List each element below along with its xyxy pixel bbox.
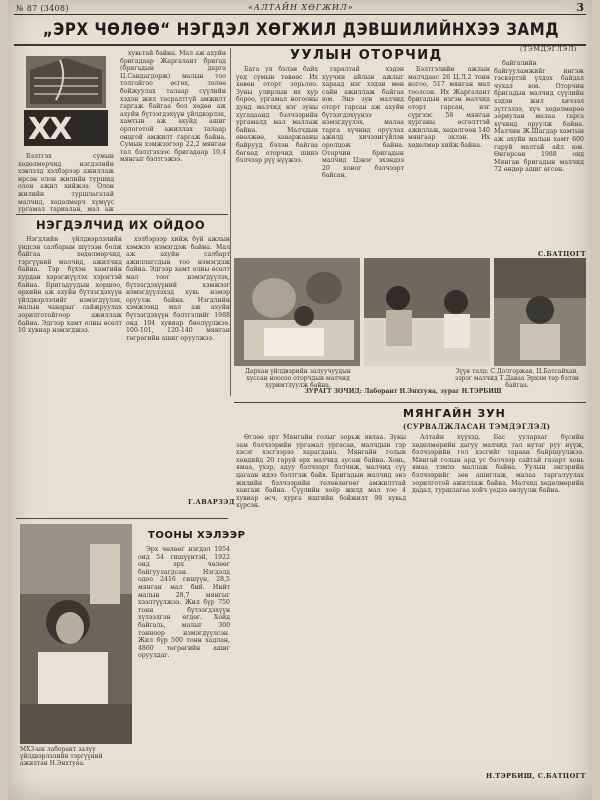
myangai-signature: Н.ТЭРБИШ, С.БАТЦОГТ [486,772,586,780]
photo-lab-assistant-image [20,524,132,744]
intro-col1 [18,153,114,213]
photo-workers-left-image [234,258,360,366]
toony-headline: ТООНЫ ХЭЛЭЭР [148,530,246,541]
intro-col2 [120,50,226,210]
intro-col2-text: хувьтай байна. Мал аж ахуйн бригадаар Жаргалант бригад (бригадын дарга Ц.Сандагдорж) малын тоо толгойгоо өсгөх, төлөө бойжуулах талаар сүүлийн хэдэн жил тасралтгүй амжилт гаргаж байгаа бол хөдөө аж ахуйн бүтээгдэхүүн үйлдвэрлэх, хамтын аж ахуйд ашиг орлоготой ажиллах талаар онцгой амжилт гаргаж байна. Сумын хэмжээгээр 22,2 мянган тал бэлтгэхээс бригадаар 10,4 мянгыг бэлтгэжээ. [120,50,226,164]
issue-number: № 87 (3408) [16,4,69,13]
ulyn-tag: (ТЭМДЭГЛЭЛ) [520,45,577,53]
intro-col1-text: Бэлтгэх сумын хөдөлмөрчид нэгдэлийн хэвлэлд хэлбэрээр ажиллаж ирсэн олон жилийн туршид олон ажил хийжээ. Олон жилийн туршлагатай малчид, хөдөлмөрч хүмүүс ургамал тариалан, мал аж [18,153,114,213]
photo-caption-left: Дархан үйлдвэрийн залуучуудын хуссан ноосоо оторчдын малчид хуримтлуулж байна. [245,368,351,390]
negdel-col1-text: Нэгдлийн үйлдвэрлэлийн үндсэн салбарын шүтээн болж байгаа хөдөлмөрчид, тэргүүний малчид, ажилчид байна. Тэр бүхэн хамгийн хурдан хэрэгжүүлэх хэрэгтэй байна. Бригадуудын хоршоо, өрхийн аж ахуйн бүтээгдэхүүн үйлдвэрлэлийг нэмэгдүүлэх, малын чанарыг сайжруулах зорилготойгоор ажиллаж байна. Эдгээр хамт олны өсөлт 10 хувиар нэмэгджээ. [18,236,122,335]
myangai-headline: МЯНГАЙН ЗУН [403,407,506,420]
page-number: 3 [576,1,584,14]
banner-rule [14,44,586,46]
negdel-top-rule [16,214,228,215]
ulyn-col2 [322,66,404,246]
ulyn-col1-text: Бага уя бэлэн байх үед сүмын төвөөс Их хөвөн оторт зорьлоо. Зуны улирлын их хур бороо, ургамал ногооны дунд малчид нэг зуны хугацаанд бэлчээрийн ургамалд мал маллаж байна. Малчдын өвөлжөө, хаваржааны байрууд бэлэн байгаа бөгөөд оторчид шинэ бэлчээр рүү нүүжээ. [236,66,318,165]
photo-workers-middle-image [364,258,490,366]
negdel-col2-text: хэлбэрээр хийж буй ажлын хэмжээ нэмэгдэж байна. Мал аж ахуйн салбарт ажиллагсдын тоо нэмэгдэж байна. Эдгээр хамт олны өсөлт мал тоог нэмэгдүүлэх, бүтээгдэхүүний хэмжээг нэмэгдүүлэхэд хувь нэмэр оруулж байна. Нэгдлийн хэмжээнд мал аж ахуйн бүтээгдэхүүн бэлтгэлийг 1988 онд 104 хувиар биелүүлжээ. 100-101, 120-140 мянган төгрөгийн ашиг оруулжээ. [126,236,230,342]
photo-workers-right [494,258,586,366]
myangai-col2 [412,434,584,754]
ulyn-signature: С.БАТЦОГТ [538,250,586,258]
photo-workers-right-image [494,258,586,366]
ulyn-col3 [408,66,490,246]
column-divider [230,48,231,396]
ulyn-col3-text: Бэлтгэлийн ажлын малчдаас 26 Ц.Л.2 тонн ногоо, 517 мянган мал тоолсон. Их Жаргалант бригадын нэгэн малчид оторт гарсан, нэг сүргээс 58 мянган хурганы өсгөлттэй ажиллаж, хөдөлгөөн 140 мянгаар эхлэн. Их хөдөлмөр хийж байна. [408,66,490,149]
myangai-col1 [236,434,406,784]
ulyn-col2-text: гаралтай хэдэн хуучин айлын ажлыг хараад нэг хэдэн мөн сайн ажиллаж байгаа юм. Энэ зун малчид оторт гарсан аж ахуйн бүтээгдэхүүнээ нэмэгдүүлэх, малаа тарга хүчинд оруулах ажилд хичээнгүйлэн оролцож байна. Оторчин бригадын малчид Цэвэг эхэндээ 20 хоног бэлчээрт байсан. [322,66,404,180]
anniversary-logo [20,50,112,150]
myangai-subtitle: (СУРВАЛЖЛАСАН ТЭМДЭГЛЭЛ) [403,422,551,431]
myangai-col1-text: Өглөө эрт Мянгайн голыг зорьж явлаа. Зуны зам бэлчээрийн ургамал ургасан, малчдын гэр хэсэг хэсгээрээ харагдана. Мянгайн голын хөндийд 20 гаруй өрх малчид зусаж байна. Хонь, ямаа, үхэр, адуу бэлчээрт бэлчиж, малчид сүү цагаан идээ бэлтгэж байв. Бригадын малчид энэ жилийн бэлчээрийн төлөвлөгөөг амжилттай хангаж байна. Сүүлийн хоёр жилд мал тоо 4 хувиар өсч, хурга ишгийн бойжилт 98 хувьд хүрсэн. [236,434,406,510]
page-banner: „ЭРХ ЧӨЛӨӨ“ НЭГДЭЛ ХӨГЖИЛ ДЭВШИЛИЙНХЭЭ ЗАМД [42,18,560,40]
ulyn-col4-text: байгалийн байгууламжийг ингэж тэсвэртэй үлдэх байдал чухал юм. Оторчин бригадын малчид сүүлийн хэдэн жил хичээл зүтгэлээ, хүч хөдөлмөрөө зориулан малаа тарга хүчинд оруулж байна. Малчин Ж.Шагдар хамтын аж ахуйн малын хамт 600 гаруй малтай айл юм. Өнгөрсөн 1988 онд Мянган бригадын малчид 72 өндөр ашиг өгсөн. [494,60,584,174]
negdel-col1 [18,236,122,506]
ulyn-col1 [236,66,318,246]
photo-lab-assistant [20,524,132,744]
negdel-col2 [126,236,230,496]
logo-year: XX [28,112,71,147]
negdel-headline: НЭГДЭЛЧИД ИХ ОЙДОО [36,218,206,232]
photo-workers-left [234,258,360,366]
ulyn-col4 [494,60,584,250]
newspaper-page [8,0,592,800]
paper-name: «АЛТАЙН ХӨГЖИЛ» [248,3,354,12]
photo-workers-middle [364,258,490,366]
toony-top-rule [16,518,228,519]
photo-lab-caption: МХЗ-ын лаборант залуу үйлдвэрлэлийн тэргүүний ажилтан Н.Энхтуяа. [20,746,103,768]
ulyn-headline: УУЛЫН ОТОРЧИД [290,48,443,63]
photo-credit: ЗУРАГТ ЗОЧИД: Лаборант Н.Энхтуяа, зураг Н.ТЭРБИШ [304,388,502,395]
myangai-top-rule [234,402,586,403]
toony-text-block [138,546,230,786]
negdel-signature: Г.АВАРЗЭД [188,498,235,506]
toony-text: Эрх чөлөөг нэгдэл 1954 онд 54 гишүүнтэй, 1922 онд эрх чөлөөг байгуулагдсан. Нэгдэлд одоо 2416 гишүүн, 28,5 мянган мал бий. Нийт малын 28,7 мянгыг хээлтүүлжээ. Жил бүр 750 тонн бүтээгдэхүүн хүлээлгэн өгдөг. Хойд байгаль, малыг 300 тонноор нэмэгдүүлсэн. Жил бүр 500 тонн хадлан, 4860 төгрөгийн ашиг оруулдаг. [138,546,230,660]
photo-caption-right: Зүүн талд: С.Долгоржав, Ц.Батсайхан, зэрэг малчид Т.Даваа Эрхэм төр бэлэн байгаа. [455,368,579,390]
myangai-col2-text: Алтайн хүүхэд. Бас уулархаг бүсийн хөдөлмөрийн дагуу малчид тал нутаг руу нүүж, бэлчээрийн гол хэсгийг тараан байршуулжээ. Мянгай голын ард ус бэлчээр сайтай газарт хонь ямаа тэмээ маллаж байна. Уулын энгэрийн бэлчээрийг зөв ашиглаж, малаа таргалуулах зорилготой ажиллаж байна. Малчид хөдөлмөрийн дадал, туршлагаа хойч үедээ өвлүүлж байна. [412,434,584,495]
